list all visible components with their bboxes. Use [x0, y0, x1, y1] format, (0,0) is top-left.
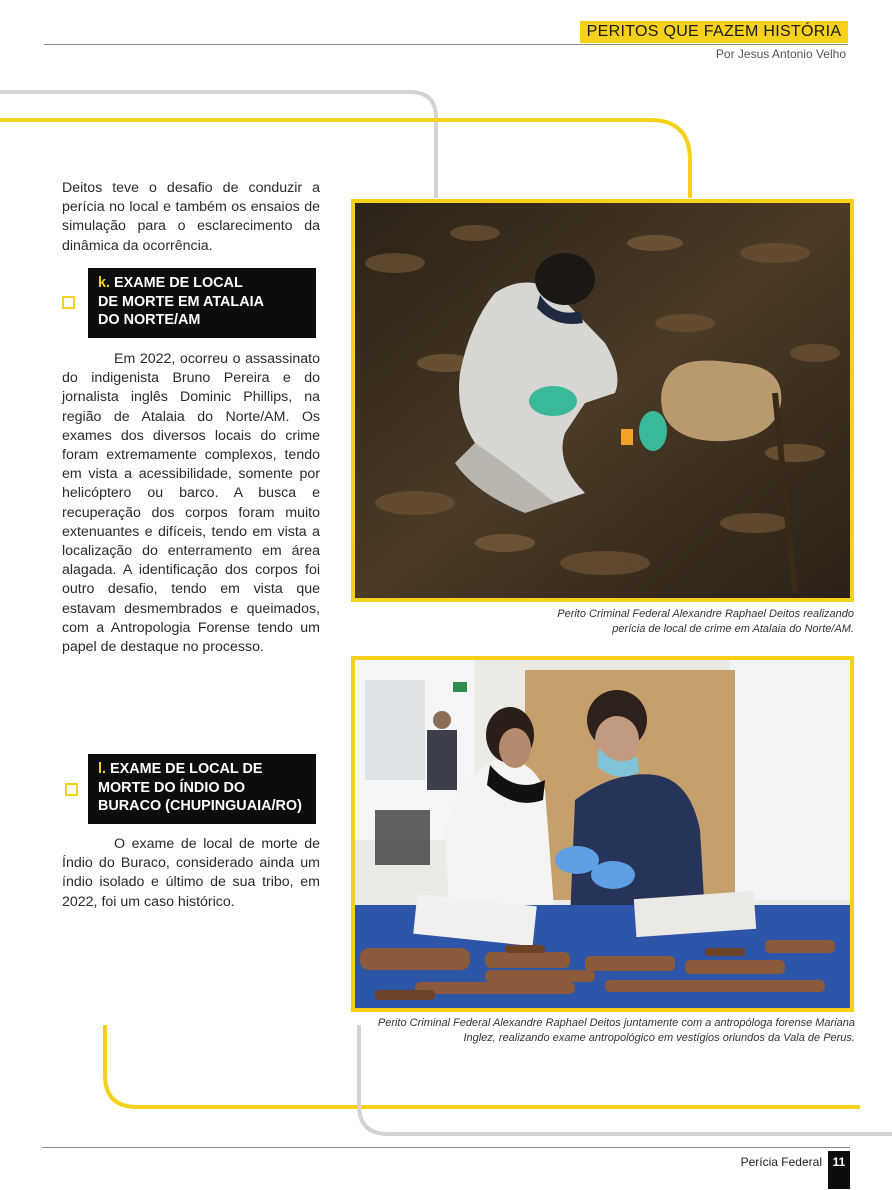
photo2-caption-line2: Inglez, realizando exame antropológico em vestígios oriundos da Vala de Perus.: [463, 1032, 855, 1044]
photo1-caption-line1: Perito Criminal Federal Alexandre Raphael Deitos realizando: [557, 608, 854, 620]
section-l-title-line2: MORTE DO ÍNDIO DO: [98, 779, 246, 796]
section-k-body: Em 2022, ocorreu o assassinato do indigenista Bruno Pereira e do jornalista inglês Dominic Phillips, na região de Atalaia do Norte/AM. Os exames dos diversos locais do crime foram extremamente complexos, tendo em vista a acessibilidade, somente por helicóptero ou barco. A busca e recuperação dos corpos foram muito extenuantes e difíceis, tendo em vista a localização do enterramento em área alagada. A identificação dos corpos foi outro desafio, tendo em vista que estavam desmembrados e queimados, com a Antropologia Forense tendo um papel de destaque no processo.: [62, 351, 320, 656]
section-l-title-line1: EXAME DE LOCAL DE: [110, 761, 263, 777]
photo2-caption: [360, 1016, 855, 1046]
section-k-title-line1: EXAME DE LOCAL: [114, 275, 243, 291]
section-l-heading: [88, 754, 316, 824]
section-k-marker-icon: [62, 296, 75, 309]
author-byline: Por Jesus Antonio Velho: [715, 47, 846, 61]
section-k-letter: k.: [98, 275, 111, 291]
magazine-name: Perícia Federal: [740, 1155, 822, 1169]
section-title: PERITOS QUE FAZEM HISTÓRIA: [580, 21, 848, 43]
photo-forensic-lab: [351, 656, 854, 1012]
footer-divider: [42, 1147, 850, 1148]
section-k-title-line2: DE MORTE EM ATALAIA: [98, 293, 265, 310]
section-l-marker-icon: [65, 783, 78, 796]
section-k-title-line3: DO NORTE/AM: [98, 312, 201, 329]
photo2-caption-line1: Perito Criminal Federal Alexandre Raphael Deitos juntamente com a antropóloga forense Mariana: [377, 1017, 855, 1029]
section-l-letter: l.: [98, 761, 106, 777]
page-number: 11: [828, 1151, 850, 1189]
section-l-title-line3: BURACO (CHUPINGUAIA/RO): [98, 798, 302, 815]
section-k-heading: [88, 268, 316, 338]
photo1-caption: [390, 607, 854, 637]
intro-paragraph: Deitos teve o desafio de conduzir a perícia no local e também os ensaios de simulação para o esclarecimento da dinâmica da ocorrência.: [62, 180, 320, 254]
photo1-caption-line2: perícia de local de crime em Atalaia do Norte/AM.: [612, 623, 854, 635]
photo-crime-scene-forest: [351, 199, 854, 602]
section-l-body: O exame de local de morte de Índio do Buraco, considerado ainda um índio isolado e último de sua tribo, em 2022, foi um caso histórico.: [62, 836, 320, 910]
